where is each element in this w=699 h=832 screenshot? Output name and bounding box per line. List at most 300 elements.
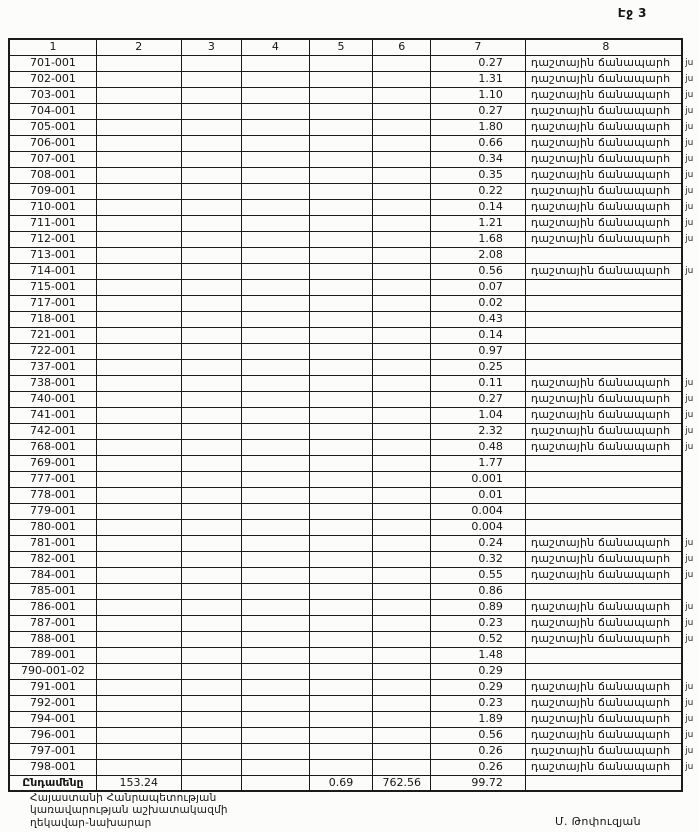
empty-cell [373,87,431,103]
empty-cell [181,215,242,231]
table-row [9,343,698,359]
margin-mark: ju [685,634,694,644]
area-value: 0.07 [430,279,525,295]
empty-cell [181,87,242,103]
area-value: 0.27 [430,103,525,119]
land-use-label [525,359,682,375]
land-use-label [525,295,682,311]
empty-cell [242,247,309,263]
empty-cell [373,295,431,311]
land-use-label: դաշտային ճանապարհ [525,167,682,183]
column-header-8: 8 [525,39,682,55]
empty-cell [309,247,373,263]
table-row [9,503,698,519]
empty-cell [309,407,373,423]
area-value: 0.02 [430,295,525,311]
empty-cell [525,775,682,791]
empty-cell [96,503,181,519]
empty-cell [96,215,181,231]
empty-cell [309,359,373,375]
empty-cell [242,135,309,151]
land-use-label [525,471,682,487]
margin-mark: ju [685,426,694,436]
column-header-4: 4 [242,39,309,55]
table-row [9,311,698,327]
authority-line: կառավարության աշխատակազմի [30,804,228,816]
empty-cell [373,199,431,215]
area-value: 0.35 [430,167,525,183]
margin-mark [682,487,698,503]
empty-cell [96,391,181,407]
area-value: 0.66 [430,135,525,151]
empty-cell [96,535,181,551]
empty-cell [181,167,242,183]
empty-cell [242,375,309,391]
empty-cell [181,55,242,71]
empty-cell [373,503,431,519]
margin-mark: ju [685,378,694,388]
empty-cell [373,103,431,119]
table-row [9,295,698,311]
empty-cell [309,679,373,695]
page-footer [30,791,691,829]
empty-cell [242,183,309,199]
land-use-label: դաշտային ճանապարհ [525,631,682,647]
totals-label: Ընդամենը [9,775,96,791]
margin-mark [682,295,698,311]
area-value: 0.27 [430,55,525,71]
margin-mark: ju [685,138,694,148]
parcel-code: 740-001 [9,391,96,407]
land-use-label: դաշտային ճանապարհ [525,567,682,583]
parcel-code: 741-001 [9,407,96,423]
empty-cell [181,183,242,199]
parcel-code: 782-001 [9,551,96,567]
empty-cell [96,199,181,215]
table-row [9,551,698,567]
empty-cell [96,471,181,487]
table-row [9,263,698,279]
area-value: 0.24 [430,535,525,551]
empty-cell [181,567,242,583]
empty-cell [242,471,309,487]
totals-col6: 762.56 [373,775,431,791]
empty-cell [309,631,373,647]
empty-cell [309,599,373,615]
parcel-code: 701-001 [9,55,96,71]
land-use-label [525,647,682,663]
empty-cell [242,487,309,503]
parcel-code: 789-001 [9,647,96,663]
table-row [9,151,698,167]
area-value: 1.80 [430,119,525,135]
empty-cell [96,583,181,599]
page-number: Էջ 3 [617,6,647,20]
parcel-code: 769-001 [9,455,96,471]
area-value: 1.10 [430,87,525,103]
margin-mark: ju [685,410,694,420]
empty-cell [181,695,242,711]
area-value: 0.97 [430,343,525,359]
empty-cell [373,343,431,359]
empty-cell [309,567,373,583]
area-value: 1.04 [430,407,525,423]
empty-cell [373,487,431,503]
empty-cell [309,199,373,215]
empty-cell [181,327,242,343]
empty-cell [96,439,181,455]
empty-cell [242,775,309,791]
empty-cell [373,567,431,583]
empty-cell [242,151,309,167]
table-row [9,631,698,647]
empty-cell [96,679,181,695]
margin-mark [682,455,698,471]
margin-mark [682,519,698,535]
empty-cell [309,87,373,103]
empty-cell [96,135,181,151]
land-use-label: դաշտային ճանապարհ [525,375,682,391]
empty-cell [242,55,309,71]
empty-cell [181,295,242,311]
empty-cell [309,439,373,455]
empty-cell [242,327,309,343]
empty-cell [181,71,242,87]
parcel-code: 788-001 [9,631,96,647]
empty-cell [242,631,309,647]
parcel-code: 797-001 [9,743,96,759]
empty-cell [96,247,181,263]
empty-cell [242,711,309,727]
empty-cell [242,199,309,215]
empty-cell [309,759,373,775]
area-value: 0.34 [430,151,525,167]
area-value: 0.14 [430,327,525,343]
margin-mark: ju [685,538,694,548]
margin-mark: ju [685,170,694,180]
parcel-code: 704-001 [9,103,96,119]
parcel-code: 792-001 [9,695,96,711]
table-row [9,679,698,695]
margin-mark: ju [685,682,694,692]
margin-mark [682,247,698,263]
empty-cell [309,743,373,759]
empty-cell [373,455,431,471]
empty-cell [373,375,431,391]
table-row [9,327,698,343]
empty-cell [181,535,242,551]
table-row [9,455,698,471]
land-use-label: դաշտային ճանապարհ [525,535,682,551]
table-row [9,407,698,423]
table-row [9,711,698,727]
column-header-6: 6 [373,39,431,55]
area-value: 0.29 [430,679,525,695]
empty-cell [309,663,373,679]
empty-cell [373,695,431,711]
land-use-label [525,663,682,679]
empty-cell [309,583,373,599]
empty-cell [373,215,431,231]
margin-mark [682,359,698,375]
empty-cell [242,535,309,551]
parcel-code: 718-001 [9,311,96,327]
table-row [9,663,698,679]
empty-cell [373,167,431,183]
empty-cell [242,599,309,615]
area-value: 0.55 [430,567,525,583]
land-use-label: դաշտային ճանապարհ [525,151,682,167]
land-use-label [525,583,682,599]
parcel-code: 710-001 [9,199,96,215]
parcel-code: 709-001 [9,183,96,199]
land-use-label: դաշտային ճանապարհ [525,183,682,199]
land-use-label: դաշտային ճանապարհ [525,263,682,279]
empty-cell [96,631,181,647]
empty-cell [309,519,373,535]
empty-cell [181,471,242,487]
land-use-label: դաշտային ճանապարհ [525,199,682,215]
land-use-label: դաշտային ճանապարհ [525,87,682,103]
empty-cell [242,519,309,535]
empty-cell [242,679,309,695]
area-value: 0.11 [430,375,525,391]
authority-line: Հայաստանի Հանրապետության [30,791,217,804]
empty-cell [373,759,431,775]
empty-cell [309,615,373,631]
area-value: 0.32 [430,551,525,567]
land-use-label: դաշտային ճանապարհ [525,119,682,135]
empty-cell [242,215,309,231]
land-use-label [525,247,682,263]
empty-cell [373,663,431,679]
empty-cell [309,343,373,359]
empty-cell [96,727,181,743]
land-use-label: դաշտային ճանապարհ [525,695,682,711]
table-row [9,391,698,407]
empty-cell [242,647,309,663]
table-row [9,535,698,551]
table-row [9,119,698,135]
margin-spacer [682,775,698,791]
table-footer [9,775,698,791]
area-value: 2.32 [430,423,525,439]
table-row [9,423,698,439]
empty-cell [181,423,242,439]
totals-col7: 99.72 [430,775,525,791]
empty-cell [181,231,242,247]
margin-mark [682,503,698,519]
land-use-label: դաշտային ճանապարհ [525,71,682,87]
empty-cell [373,407,431,423]
table-row [9,615,698,631]
empty-cell [181,311,242,327]
parcel-code: 791-001 [9,679,96,695]
empty-cell [242,551,309,567]
table-row [9,519,698,535]
empty-cell [181,759,242,775]
empty-cell [242,263,309,279]
column-header-2: 2 [96,39,181,55]
empty-cell [373,727,431,743]
table-row [9,439,698,455]
margin-mark: ju [685,554,694,564]
table-row [9,199,698,215]
empty-cell [309,503,373,519]
table-row [9,279,698,295]
empty-cell [181,135,242,151]
empty-cell [96,311,181,327]
margin-spacer [682,39,698,55]
empty-cell [96,295,181,311]
area-value: 0.004 [430,519,525,535]
empty-cell [242,615,309,631]
empty-cell [309,103,373,119]
margin-mark: ju [685,266,694,276]
land-use-label: դաշտային ճանապարհ [525,551,682,567]
land-use-label: դաշտային ճանապարհ [525,727,682,743]
parcel-code: 798-001 [9,759,96,775]
margin-mark: ju [685,90,694,100]
parcel-code: 712-001 [9,231,96,247]
area-value: 0.01 [430,487,525,503]
empty-cell [181,599,242,615]
empty-cell [181,375,242,391]
area-value: 0.56 [430,727,525,743]
area-value: 0.23 [430,615,525,631]
empty-cell [373,711,431,727]
empty-cell [96,743,181,759]
parcel-code: 721-001 [9,327,96,343]
empty-cell [309,311,373,327]
empty-cell [373,231,431,247]
land-use-label: դաշտային ճանապարհ [525,231,682,247]
margin-mark [682,647,698,663]
table-row [9,55,698,71]
empty-cell [309,167,373,183]
empty-cell [242,695,309,711]
table-row [9,727,698,743]
area-value: 0.25 [430,359,525,375]
empty-cell [373,279,431,295]
margin-mark: ju [685,698,694,708]
totals-row [9,775,698,791]
margin-mark: ju [685,746,694,756]
empty-cell [373,471,431,487]
parcel-code: 706-001 [9,135,96,151]
empty-cell [181,247,242,263]
column-header-1: 1 [9,39,96,55]
authority-line: ղեկավար-նախարար [30,816,152,829]
empty-cell [96,647,181,663]
empty-cell [181,151,242,167]
land-use-label: դաշտային ճանապարհ [525,423,682,439]
empty-cell [96,71,181,87]
issuing-authority [30,792,228,830]
table-row [9,359,698,375]
empty-cell [96,663,181,679]
empty-cell [181,439,242,455]
empty-cell [373,391,431,407]
table-row [9,215,698,231]
empty-cell [96,119,181,135]
empty-cell [242,663,309,679]
parcel-code: 717-001 [9,295,96,311]
empty-cell [181,407,242,423]
margin-mark: ju [685,730,694,740]
margin-mark: ju [685,122,694,132]
empty-cell [373,551,431,567]
margin-mark [682,583,698,599]
empty-cell [309,71,373,87]
empty-cell [96,55,181,71]
empty-cell [309,455,373,471]
empty-cell [309,135,373,151]
table-row [9,87,698,103]
header-row [9,39,698,55]
empty-cell [242,295,309,311]
empty-cell [181,519,242,535]
margin-mark [682,327,698,343]
empty-cell [181,727,242,743]
empty-cell [96,167,181,183]
empty-cell [373,647,431,663]
empty-cell [242,423,309,439]
land-use-label [525,455,682,471]
empty-cell [242,743,309,759]
empty-cell [242,343,309,359]
parcel-code: 785-001 [9,583,96,599]
parcel-code: 707-001 [9,151,96,167]
empty-cell [373,439,431,455]
area-value: 0.14 [430,199,525,215]
margin-mark [682,343,698,359]
empty-cell [181,391,242,407]
area-value: 0.29 [430,663,525,679]
land-use-label: դաշտային ճանապարհ [525,135,682,151]
empty-cell [96,359,181,375]
empty-cell [309,551,373,567]
empty-cell [373,71,431,87]
margin-mark: ju [685,154,694,164]
table-row [9,759,698,775]
land-use-label: դաշտային ճանապարհ [525,407,682,423]
parcel-code: 796-001 [9,727,96,743]
table-row [9,599,698,615]
empty-cell [181,631,242,647]
area-value: 1.89 [430,711,525,727]
empty-cell [181,711,242,727]
land-use-label: դաշտային ճանապարհ [525,679,682,695]
empty-cell [242,583,309,599]
empty-cell [242,567,309,583]
empty-cell [96,375,181,391]
empty-cell [373,679,431,695]
area-value: 0.27 [430,391,525,407]
empty-cell [309,263,373,279]
table-row [9,375,698,391]
empty-cell [373,743,431,759]
empty-cell [373,423,431,439]
table-row [9,167,698,183]
empty-cell [181,359,242,375]
empty-cell [373,263,431,279]
land-use-label: դաշտային ճանապարհ [525,391,682,407]
margin-mark [682,311,698,327]
empty-cell [309,183,373,199]
table-row [9,695,698,711]
parcel-code: 781-001 [9,535,96,551]
